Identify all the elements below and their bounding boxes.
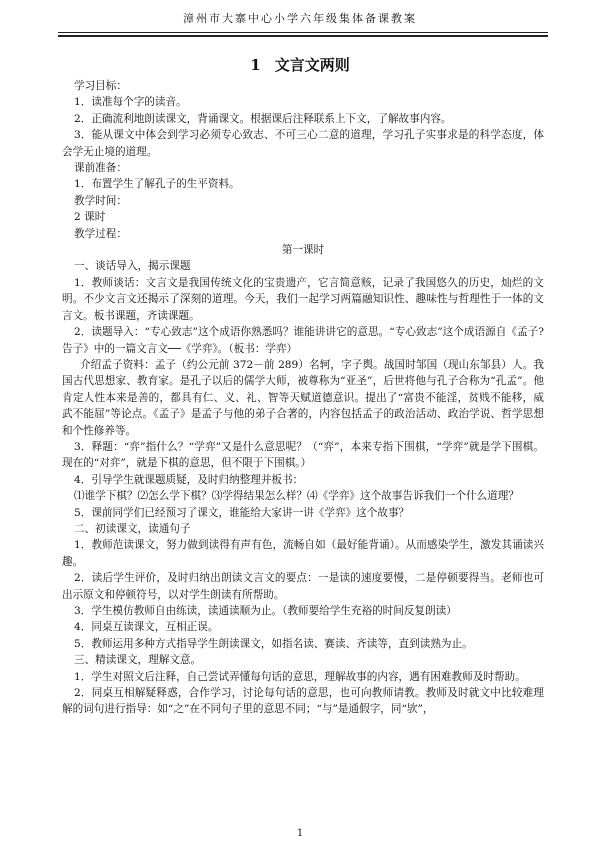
step-paragraph: 4．同桌互读课文，互相正误。: [74, 621, 219, 634]
step-heading: 一、谈话导入，揭示课题: [74, 260, 191, 273]
step-paragraph: 1．教师范读课文，努力做到读得有声有色，流畅自如（最好能背诵）。从而感染学生，激发其诵读兴趣。: [62, 539, 544, 568]
step-paragraph: 2．读题导入：“专心致志”这个成语你熟悉吗？谁能讲讲它的意思。“专心致志”这个成语源自《孟子?告子》中的一篇文言文──《学弈》。（板书：学弈）: [62, 326, 544, 355]
step-heading: 二、初读课文，读通句子: [74, 522, 191, 535]
section-heading: 课前准备：: [74, 162, 127, 175]
step-paragraph: 1．教师谈话：文言文是我国传统文化的宝贵遗产，它言简意赅，记录了我国悠久的历史，灿烂的文明。不少文言文还揭示了深刻的道理。今天，我们一起学习两篇融知识性、趣味性与哲理性于一体的文言文。板书课题，齐读课题。: [62, 276, 544, 322]
step-paragraph: 5．课前同学们已经预习了课文，谁能给大家讲一讲《学弈》这个故事？: [74, 506, 410, 519]
section-heading: 教学过程：: [74, 227, 127, 240]
section-heading: 教学时间：: [74, 194, 127, 207]
header-rule-thick: [58, 35, 548, 37]
lesson-session-title: 第一课时: [281, 244, 325, 257]
goal-item: 3．能从课文中体会到学习必须专心致志、不可三心二意的道理，学习孔子实事求是的科学态度，体会学无止境的道理。: [62, 129, 544, 158]
step-paragraph: 4．引导学生就课题质疑，及时归纳整理并板书：: [74, 473, 304, 486]
step-paragraph: 1．学生对照文后注释，自己尝试弄懂每句话的意思，理解故事的内容，遇有困难教师及时帮助。: [74, 670, 526, 683]
step-paragraph: 3．学生模仿教师自由练读，读通读顺为止。（教师要给学生充裕的时间反复朗读）: [74, 605, 457, 617]
page-header: 漳州市大寨中心小学六年级集体备课教案: [183, 12, 417, 25]
lesson-title: [0, 54, 600, 75]
lesson-body: [62, 78, 544, 718]
goal-item: 2．正确流利地朗读课文，背诵课文。根据课后注释联系上下文，了解故事内容。: [74, 112, 452, 125]
section-heading: 学习目标：: [74, 80, 127, 92]
step-paragraph: 2．同桌互相解疑释惑，合作学习，讨论每句话的意思，也可向教师请教。教师及时就文中比较难理解的词句进行指导：如“之”在不同句子里的意思不同；“与”是通假字，同“欤”，: [62, 687, 544, 716]
mencius-intro: 介绍孟子资料：孟子（约公元前 372－前 289）名轲，字子舆。战国时邹国（现山东邹县）人。我国古代思想家、教育家。是孔子以后的儒学大师，被尊称为“亚圣”，后世将他与孔子合称为“孔孟”。他肯定人性本来是善的，都具有仁、义、礼、智等天赋道德意识。提出了“富贵不能淫，贫贱不能移，威武不能屈”等论点。《孟子》是孟子与他的弟子合著的，内容包括孟子的政治活动、政治学说、哲学思想和个性修养等。: [62, 358, 544, 437]
step-paragraph: 5．教师运用多种方式指导学生朗读课文，如指名读、赛读、齐读等，直到读熟为止。: [74, 637, 473, 650]
header-rule: [58, 32, 548, 33]
lesson-title-text: 文言文两则: [274, 56, 350, 74]
page-number: 1: [296, 828, 304, 839]
step-heading: 三、精读课文，理解文意。: [74, 654, 202, 667]
time-value: 2 课时: [74, 211, 106, 224]
goal-item: 1．读准每个字的读音。: [74, 96, 187, 109]
lesson-number: 1: [250, 56, 261, 74]
prep-item: 1．布置学生了解孔子的生平资料。: [74, 178, 240, 191]
step-paragraph: 2．读后学生评价，及时归纳出朗读文言文的要点：一是读的速度要慢，二是停顿要得当。老师也可出示原文和停顿符号，以对学生朗读有所帮助。: [62, 572, 544, 601]
question-list: ⑴谁学下棋？⑵怎么学下棋？⑶学得结果怎么样？⑷《学弈》这个故事告诉我们一个什么道理？: [74, 490, 519, 503]
step-paragraph: 3．释题：“弈”指什么？“学弈”又是什么意思呢？（“弈”，本来专指下围棋，“学弈”就是学下围棋。现在的“对弈”，就是下棋的意思，但不限于下围棋。）: [62, 440, 544, 470]
